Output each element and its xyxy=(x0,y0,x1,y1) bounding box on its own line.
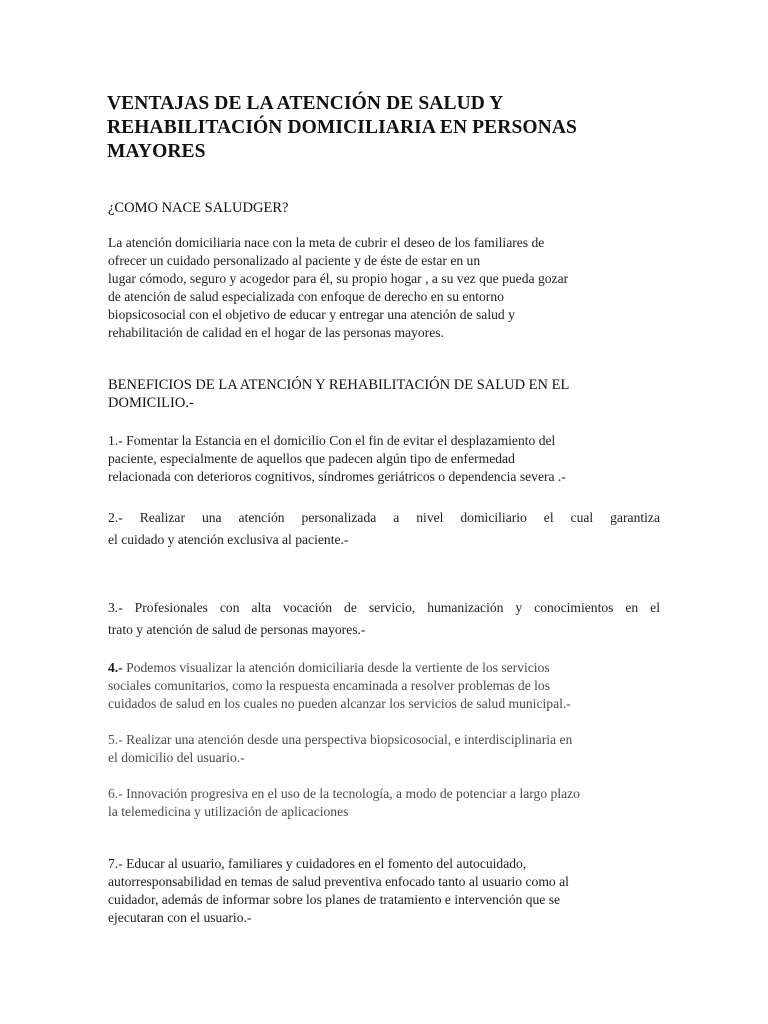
title-line: MAYORES xyxy=(107,141,206,162)
item-text: Fomentar la Estancia en el domicilio Con el fin de evitar el desplazamiento del xyxy=(122,433,556,448)
title-line: REHABILITACIÓN DOMICILIARIA EN PERSONAS xyxy=(107,117,577,138)
item-text: Innovación progresiva en el uso de la tecnología, a modo de potenciar a largo plazo xyxy=(122,786,580,801)
benefits-heading xyxy=(108,376,569,412)
item-number: 2.- xyxy=(108,510,123,525)
benefit-item-1 xyxy=(108,432,566,486)
item-number: 4.- xyxy=(108,660,123,675)
title-line: VENTAJAS DE LA ATENCIÓN DE SALUD Y xyxy=(107,93,504,114)
benefit-item-line: trato y atención de salud de personas mayores.- xyxy=(108,622,366,637)
item-number: 7.- xyxy=(108,856,123,871)
benefits-heading-line: DOMICILIO.- xyxy=(108,395,194,411)
benefit-item-line: cuidador, además de informar sobre los planes de tratamiento e intervención que se xyxy=(108,892,561,907)
benefit-item-2 xyxy=(108,507,660,551)
item-number: 6.- xyxy=(108,786,123,801)
intro-line: de atención de salud especializada con enfoque de derecho en su entorno xyxy=(108,289,504,304)
benefit-item-3 xyxy=(108,597,660,641)
item-number: 1.- xyxy=(108,433,123,448)
benefit-item-line: el domicilio del usuario.- xyxy=(108,750,245,765)
intro-line: lugar cómodo, seguro y acogedor para él, su propio hogar , a su vez que pueda gozar xyxy=(108,271,569,286)
benefit-item-line: paciente, especialmente de aquellos que padecen algún tipo de enfermedad xyxy=(108,451,515,466)
benefit-item-line: el cuidado y atención exclusiva al paciente.- xyxy=(108,532,349,547)
benefit-item-line xyxy=(108,432,566,450)
intro-line: La atención domiciliaria nace con la meta de cubrir el deseo de los familiares de xyxy=(108,235,545,250)
document-title xyxy=(107,92,667,164)
item-number: 5.- xyxy=(108,732,123,747)
benefit-item-line: relacionada con deterioros cognitivos, síndromes geriátricos o dependencia severa .- xyxy=(108,469,566,484)
item-text: Realizar una atención desde una perspectiva biopsicosocial, e interdisciplinaria en xyxy=(122,732,573,747)
benefit-item-line: sociales comunitarios, como la respuesta encaminada a resolver problemas de los xyxy=(108,678,551,693)
benefit-item-line: autorresponsabilidad en temas de salud preventiva enfocado tanto al usuario como al xyxy=(108,874,569,889)
item-text: Profesionales con alta vocación de servicio, humanización y conocimientos en el xyxy=(122,600,660,615)
benefit-item-line xyxy=(108,785,580,803)
benefit-item-line xyxy=(108,731,572,749)
item-number: 3.- xyxy=(108,600,123,615)
benefit-item-7 xyxy=(108,855,569,927)
benefit-item-6 xyxy=(108,785,580,821)
benefit-item-line xyxy=(108,855,569,873)
question-heading: ¿COMO NACE SALUDGER? xyxy=(108,200,289,216)
intro-paragraph xyxy=(108,234,568,342)
benefits-heading-line: BENEFICIOS DE LA ATENCIÓN Y REHABILITACIÓN DE SALUD EN EL xyxy=(108,377,570,393)
intro-line: biopsicosocial con el objetivo de educar y entregar una atención de salud y xyxy=(108,307,515,322)
benefit-item-line xyxy=(108,507,660,529)
benefit-item-5 xyxy=(108,731,572,767)
benefit-item-line: la telemedicina y utilización de aplicaciones xyxy=(108,804,349,819)
item-text: Educar al usuario, familiares y cuidadores en el fomento del autocuidado, xyxy=(122,856,527,871)
item-text: Realizar una atención personalizada a nivel domiciliario el cual garantiza xyxy=(122,510,660,525)
benefit-item-line xyxy=(108,659,571,677)
benefit-item-line: cuidados de salud en los cuales no pueden alcanzar los servicios de salud municipal.- xyxy=(108,696,571,711)
intro-line: rehabilitación de calidad en el hogar de las personas mayores. xyxy=(108,325,444,340)
benefit-item-4 xyxy=(108,659,571,713)
benefit-item-line xyxy=(108,597,660,619)
item-text: Podemos visualizar la atención domiciliaria desde la vertiente de los servicios xyxy=(122,660,550,675)
benefit-item-line: ejecutaran con el usuario.- xyxy=(108,910,252,925)
intro-line: ofrecer un cuidado personalizado al paciente y de éste de estar en un xyxy=(108,253,481,268)
